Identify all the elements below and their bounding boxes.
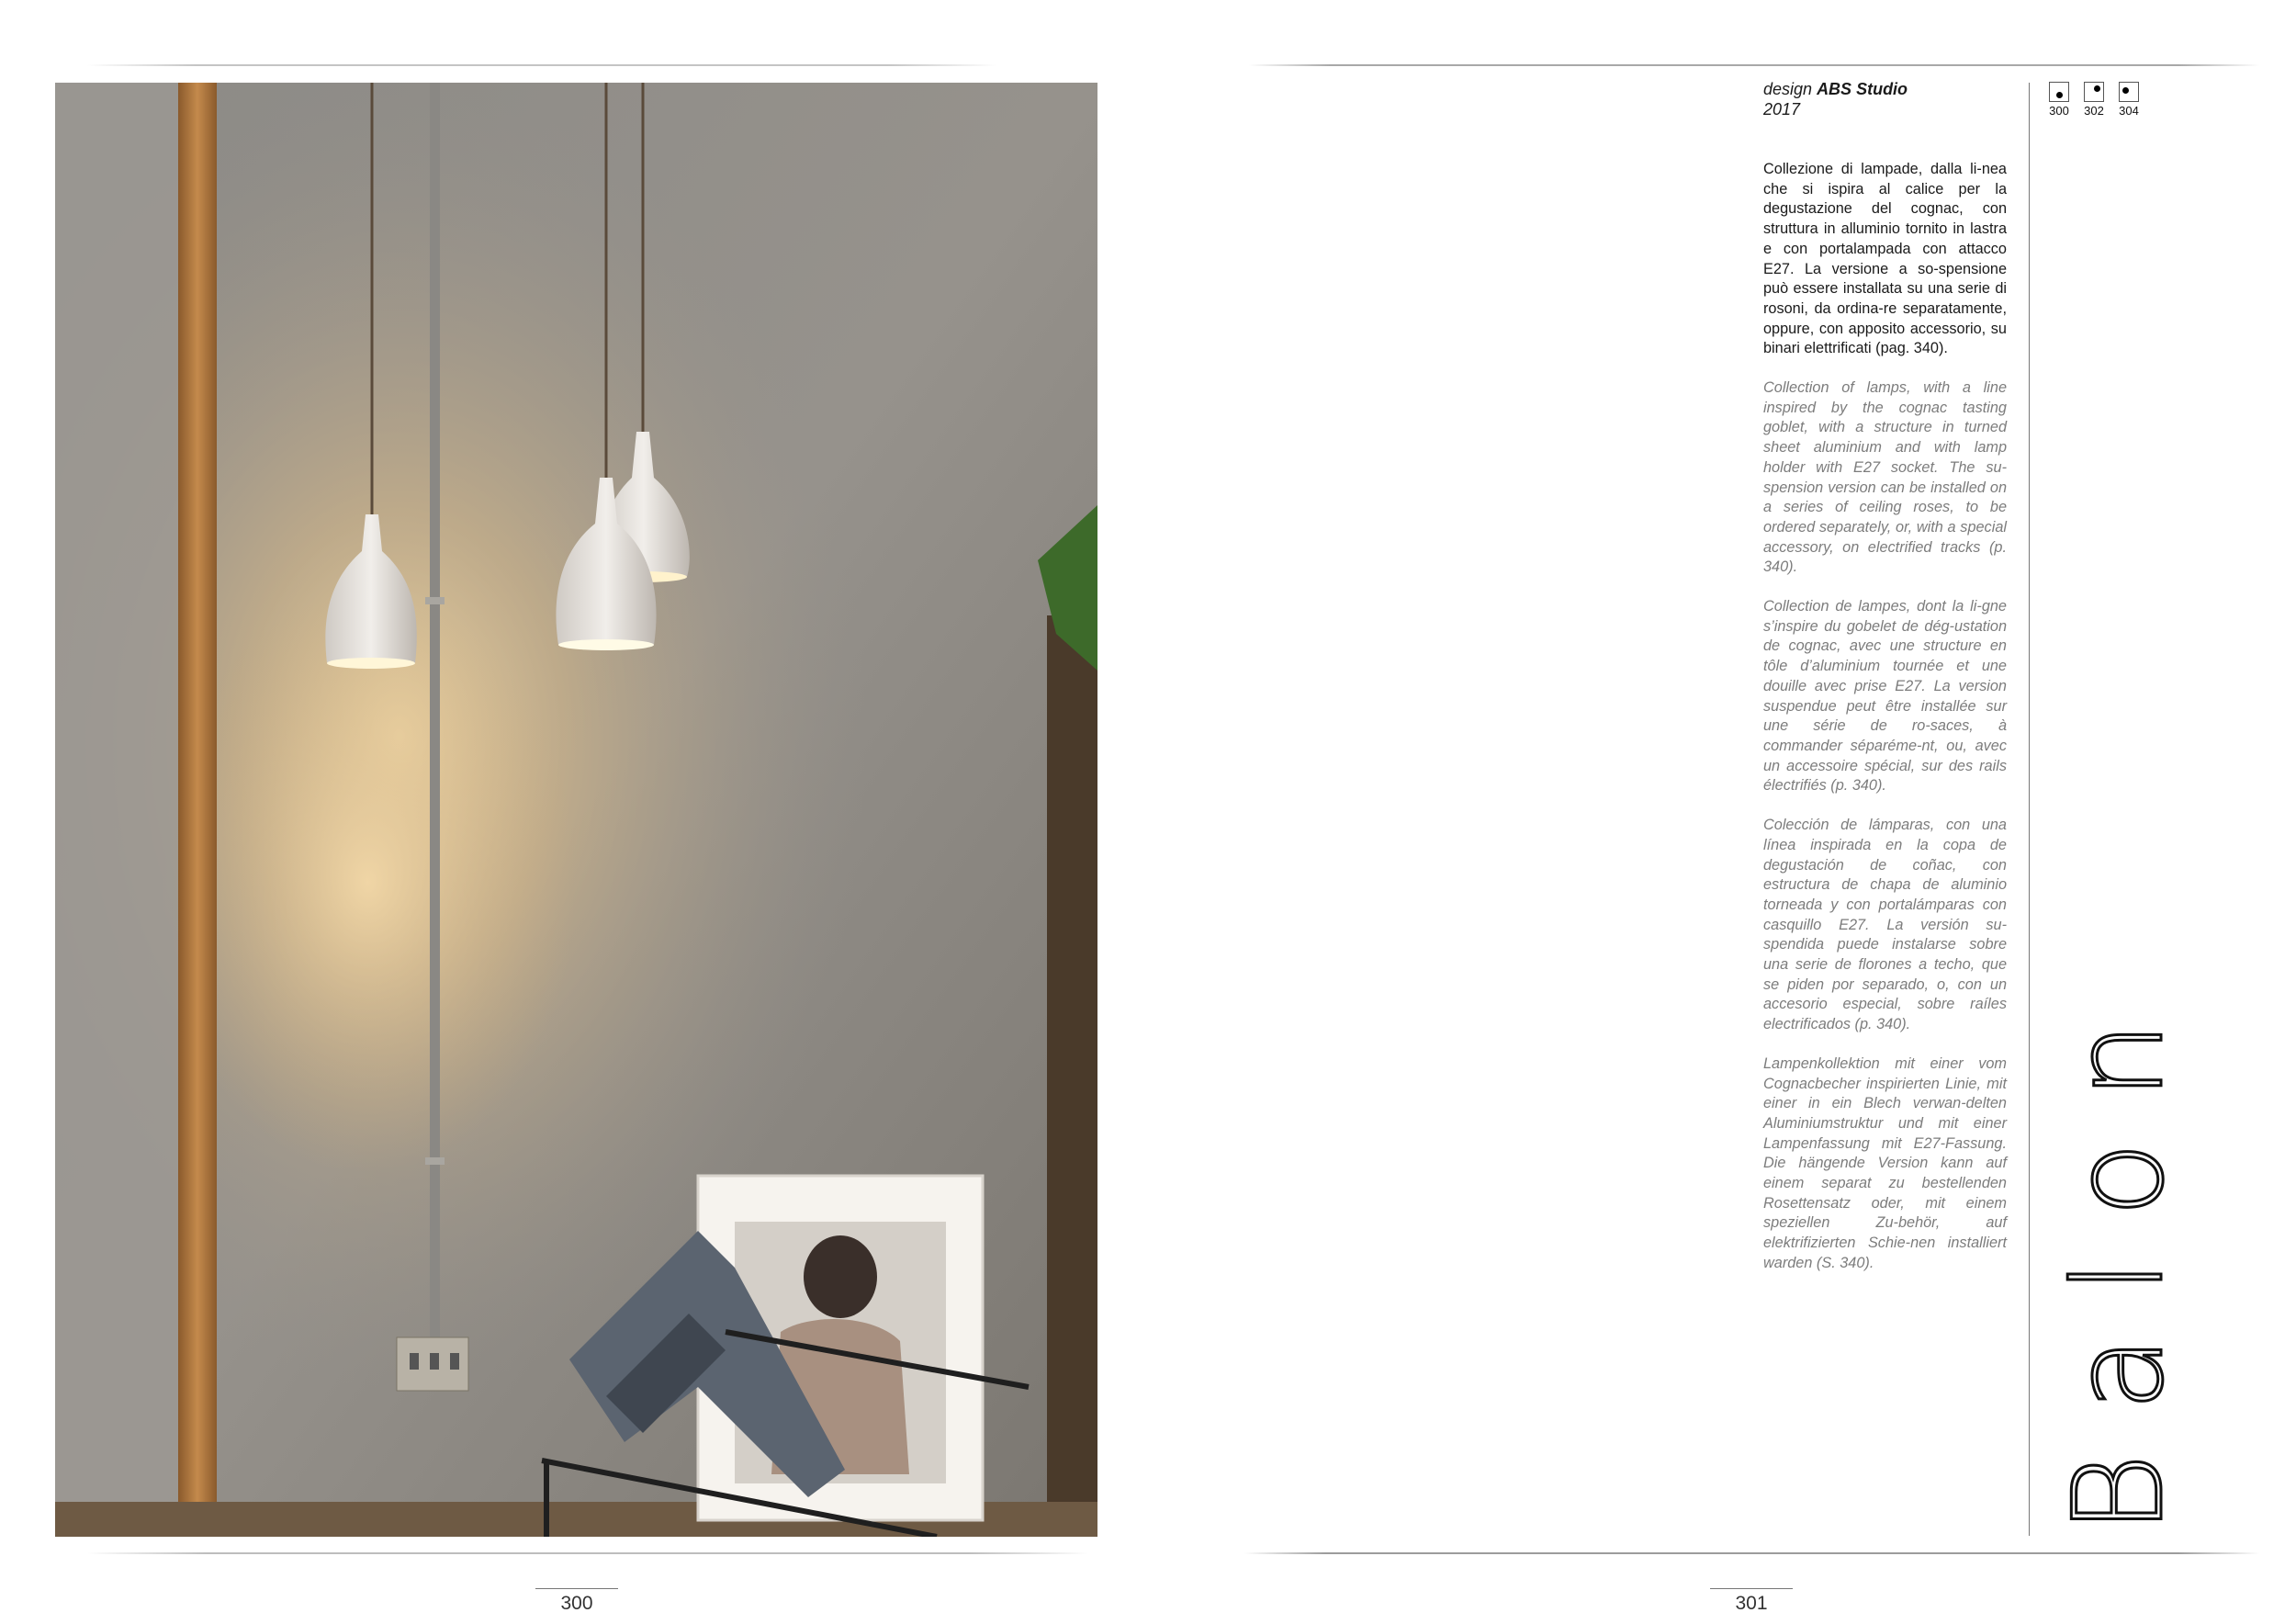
designer-name: ABS Studio (1817, 80, 1908, 98)
page-nav-item[interactable] (2047, 82, 2071, 118)
page-nav-item[interactable] (2082, 82, 2106, 118)
description-french: Collection de lampes, dont la li-gne s’inspire du gobelet de dég-ustation de cognac, avec une structure en tôle d’aluminium tournée et une douille avec prise E27. La version suspendue peut être installée sur une série de ro-saces, à commander séparéme-nt, ou, avec un accessoire spécial, sur des rails électrifiés (p. 340). (1763, 598, 2007, 795)
page-nav-label: 300 (2049, 104, 2069, 118)
top-rule-right (1249, 64, 2259, 66)
page-nav-label: 304 (2119, 104, 2139, 118)
description-german: Lampenkollektion mit einer vom Cognacbecher inspirierten Linie, mit einer in ein Blech verwan-delten Aluminiumstruktur und mit einer Lampenfassung mit E27-Fassung. Die hängende Version kann auf einem separat zu bestellenden Rosettensatz oder, mit einem speziellen Zu-behör, auf elektrifizierten Schie-nen installiert warden (S. 340). (1763, 1054, 2007, 1271)
dot-icon (2094, 85, 2100, 92)
photo-lamps-icon (55, 83, 1097, 1537)
bottom-rule-left (87, 1552, 1088, 1554)
design-credit (1763, 79, 1908, 119)
page-nav-box (2084, 82, 2104, 102)
product-title: Balon (2047, 979, 2190, 1534)
description-spanish: Colección de lámparas, con una línea inspirada en la copa de degustación de coñac, con estructura de chapa de aluminio torneada y con portalámparas con casquillo E27. La versión su-spendida puede instalarse sobre una serie de florones a techo, que se piden por separado, o, con un accesorio especial, sobre raíles electrificados (p. 340). (1763, 817, 2007, 1033)
page-nav-box (2119, 82, 2139, 102)
page-number-left: 300 (531, 1593, 623, 1615)
dot-icon (2122, 87, 2129, 94)
column-divider (2029, 83, 2030, 1536)
credit-prefix: design (1763, 80, 1813, 98)
description-english: Collection of lamps, with a line inspired by the cognac tasting goblet, with a structure in turned sheet aluminium and with lamp holder with E27 socket. The su-spension version can be installed on a series of ceiling roses, to be ordered separately, or, with a special accessory, on electrified tracks (p. 340). (1763, 379, 2007, 576)
description-column (1763, 160, 2007, 1293)
bottom-rule-right (1244, 1552, 2259, 1554)
page-nav-box (2049, 82, 2069, 102)
page-number-right: 301 (1705, 1593, 1797, 1615)
product-photo (55, 83, 1097, 1537)
design-year: 2017 (1763, 100, 1801, 118)
page-nav (2047, 82, 2141, 118)
top-rule-left (87, 64, 996, 66)
page-nav-item[interactable] (2117, 82, 2141, 118)
page-nav-label: 302 (2084, 104, 2104, 118)
description-italian: Collezione di lampade, dalla li-nea che si ispira al calice per la degustazione del cognac, con struttura in alluminio tornito in lastra e con portalampada con attacco E27. La versione a so-spensione può essere installata su una serie di rosoni, da ordina-re separatamente, oppure, con apposito accessorio, su binari elettrificati (pag. 340). (1763, 161, 2007, 357)
dot-icon (2056, 92, 2063, 98)
